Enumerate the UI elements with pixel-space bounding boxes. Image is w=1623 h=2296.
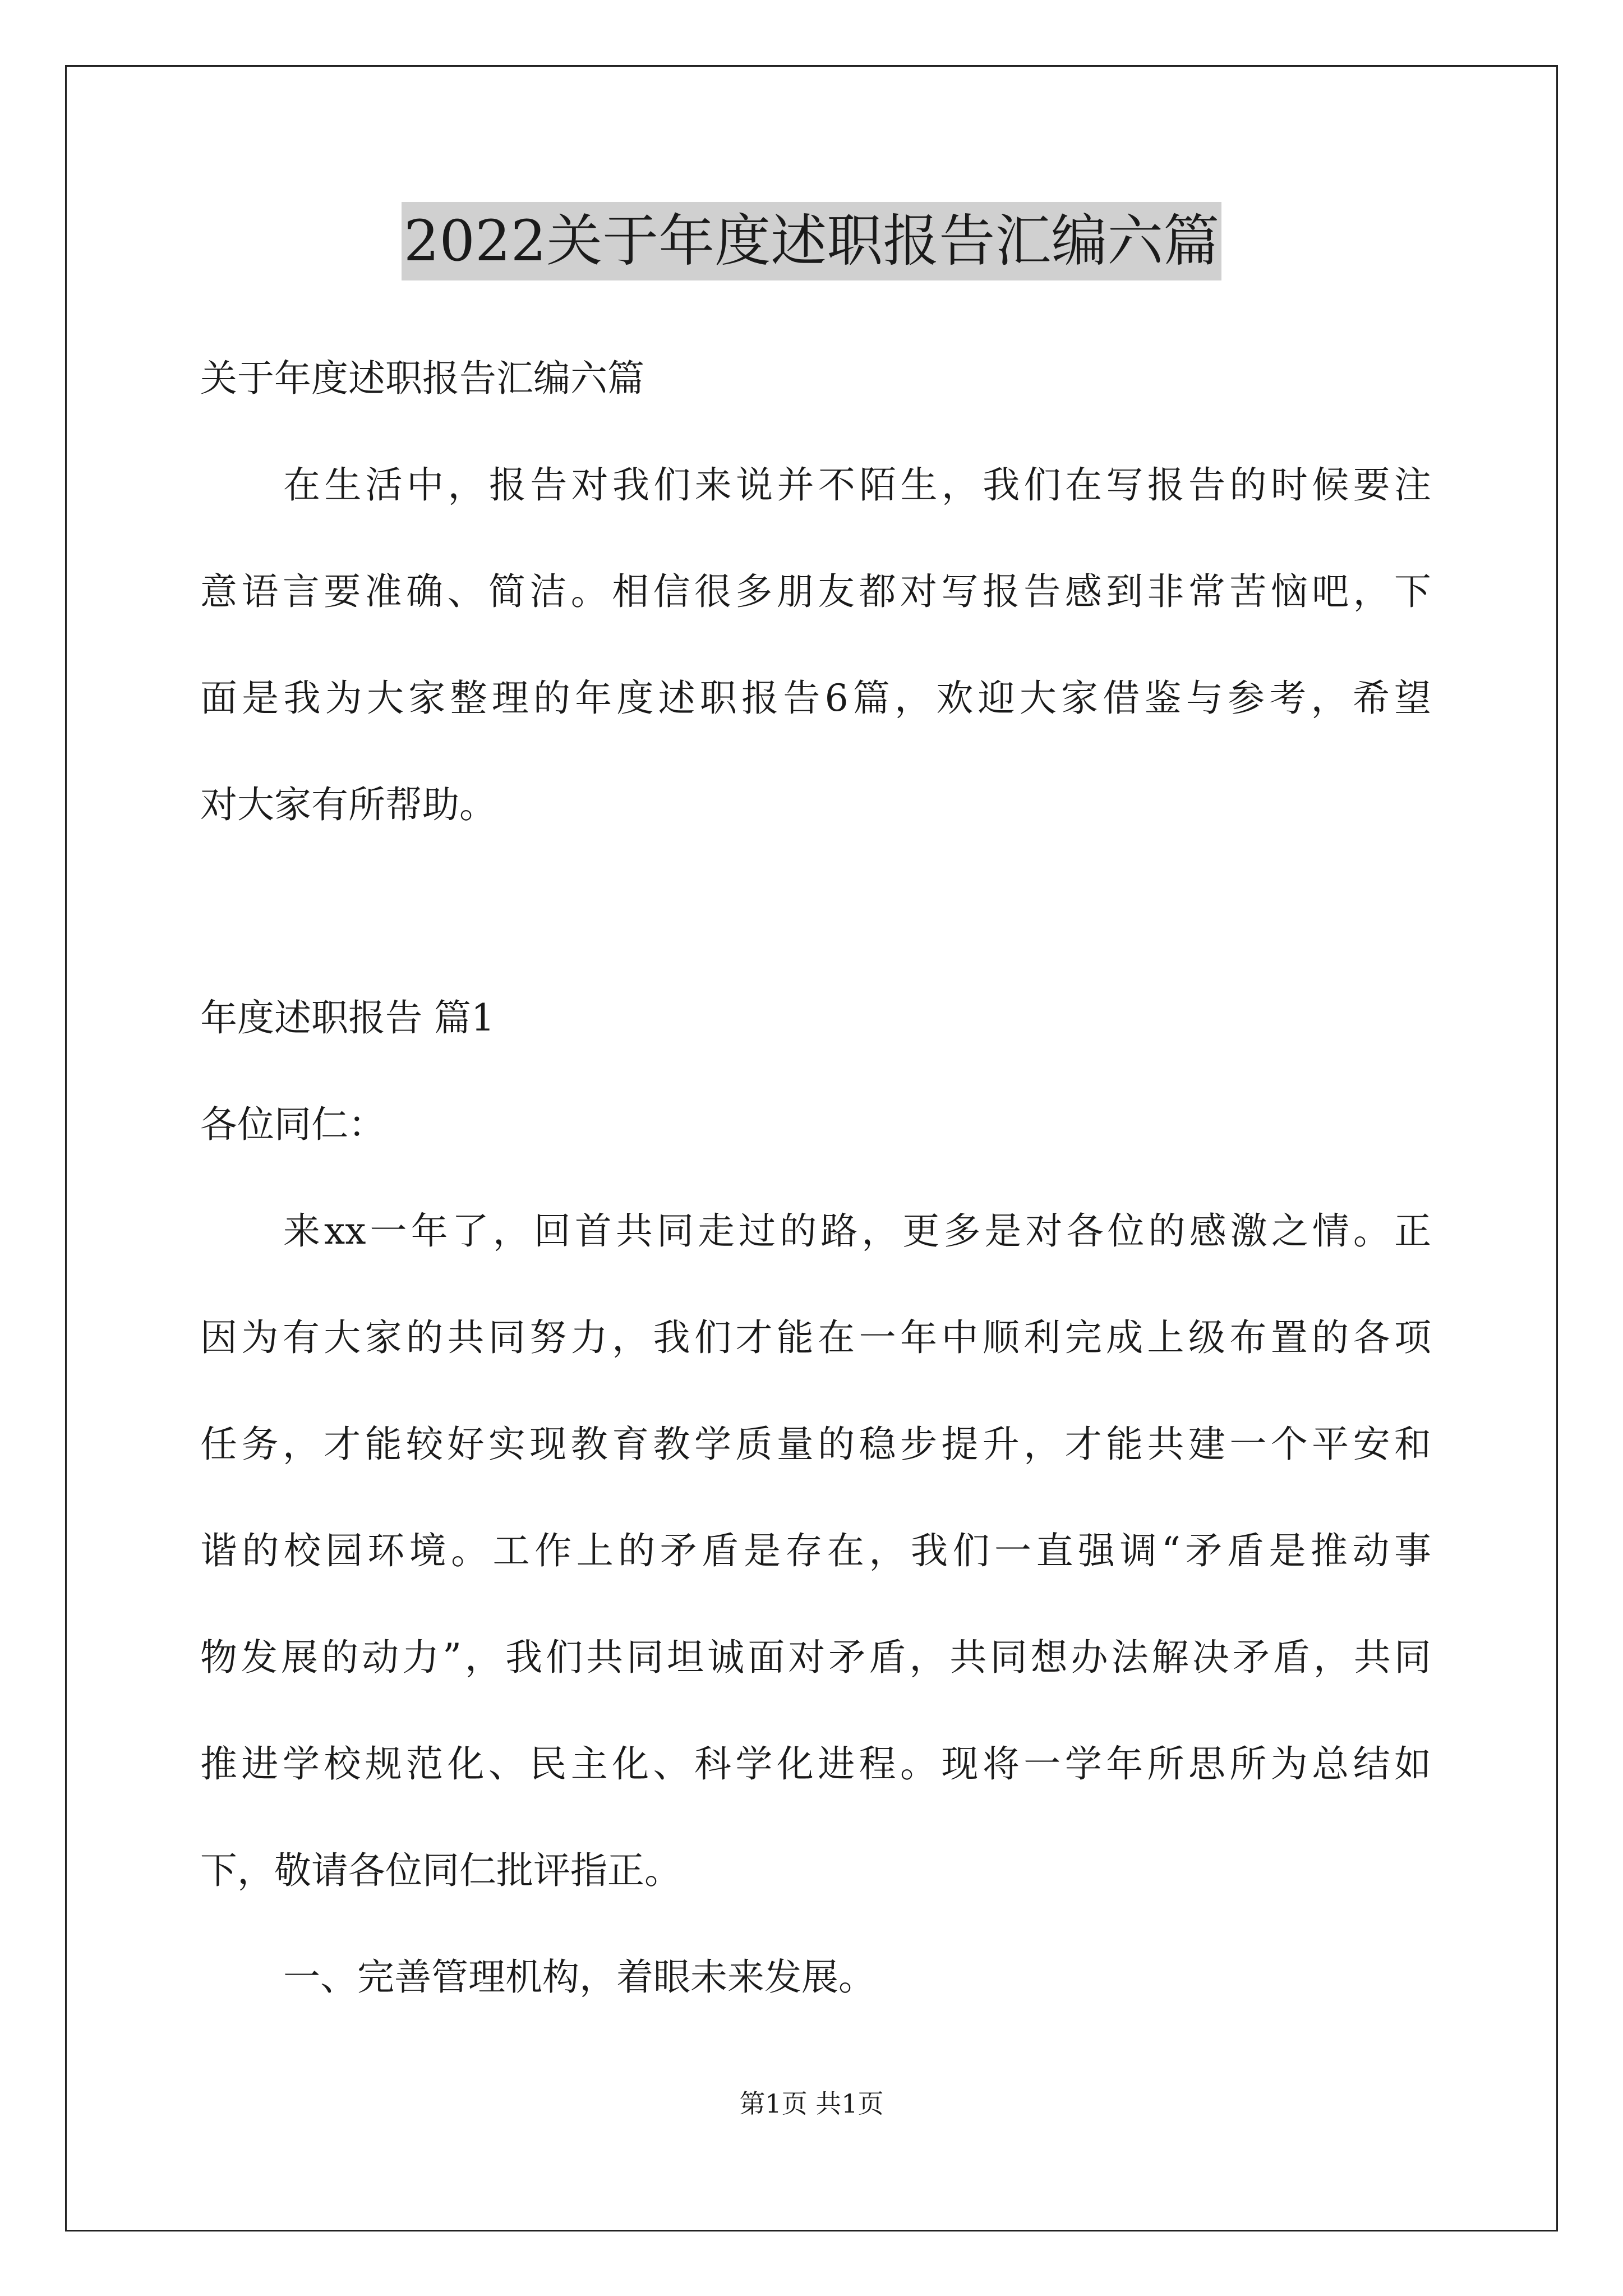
body-line-7: 下，敬请各位同仁批评指正。 bbox=[200, 1849, 681, 1892]
body-line-6: 推进学校规范化、民主化、科学化进程。现将一学年所思所为总结如 bbox=[200, 1742, 1431, 1786]
body-line-4: 谐的校园环境。工作上的矛盾是存在，我们一直强调“矛盾是推动事 bbox=[200, 1529, 1431, 1572]
body-line-1: 来xx一年了，回首共同走过的路，更多是对各位的感激之情。正 bbox=[283, 1209, 1431, 1253]
body-line-3: 任务，才能较好实现教育教学质量的稳步提升，才能共建一个平安和 bbox=[200, 1423, 1431, 1466]
document-subtitle: 关于年度述职报告汇编六篇 bbox=[200, 357, 644, 400]
intro-line-4: 对大家有所帮助。 bbox=[200, 783, 496, 826]
salutation: 各位同仁： bbox=[200, 1103, 385, 1146]
body-line-2: 因为有大家的共同努力，我们才能在一年中顺利完成上级布置的各项 bbox=[200, 1316, 1431, 1359]
document-title: 2022关于年度述职报告汇编六篇 bbox=[402, 202, 1222, 280]
body-line-5: 物发展的动力”，我们共同坦诚面对矛盾，共同想办法解决矛盾，共同 bbox=[200, 1636, 1431, 1679]
intro-line-3: 面是我为大家整理的年度述职报告6篇，欢迎大家借鉴与参考，希望 bbox=[200, 677, 1431, 720]
page-footer: 第1页 共1页 bbox=[739, 2088, 884, 2119]
intro-line-2: 意语言要准确、简洁。相信很多朋友都对写报告感到非常苦恼吧，下 bbox=[200, 570, 1431, 613]
intro-line-1: 在生活中，报告对我们来说并不陌生，我们在写报告的时候要注 bbox=[283, 463, 1431, 507]
list-item-1: 一、完善管理机构，着眼未来发展。 bbox=[283, 1955, 875, 1999]
section-heading: 年度述职报告 篇1 bbox=[200, 996, 495, 1039]
